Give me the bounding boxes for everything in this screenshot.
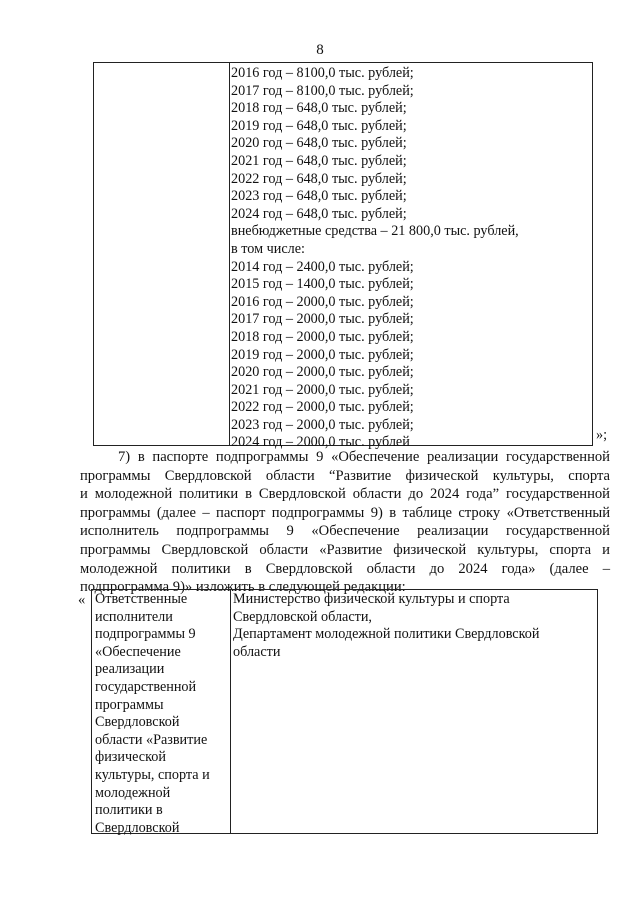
funding-line: 2017 год – 8100,0 тыс. рублей; <box>231 82 414 99</box>
funding-line: 2016 год – 8100,0 тыс. рублей; <box>231 65 414 81</box>
cell-line: области «Развитие <box>95 731 208 748</box>
cell-line: реализации <box>95 661 165 678</box>
page-number: 8 <box>316 42 324 58</box>
closing-quote-mark: »; <box>596 427 608 443</box>
funding-line: 2023 год – 648,0 тыс. рублей; <box>231 188 407 205</box>
funding-line: 2024 год – 2000,0 тыс. рублей <box>231 434 410 451</box>
cell-line: области <box>233 643 281 660</box>
paragraph-line: подпрограмма 9)» изложить в следующей редакции: <box>80 579 406 596</box>
paragraph-line: и молодежной политики в Свердловской области до 2024 года” государственной <box>80 486 610 503</box>
cell-line: Департамент молодежной политики Свердловской <box>233 626 540 643</box>
funding-line: 2014 год – 2400,0 тыс. рублей; <box>231 258 414 275</box>
paragraph-line: программы Свердловской области “Развитие физической культуры, спорта <box>80 467 610 484</box>
cell-line: Свердловской <box>95 819 180 836</box>
funding-line: 2019 год – 648,0 тыс. рублей; <box>231 117 407 134</box>
cell-line: государственной <box>95 678 197 695</box>
cell-line: «Обеспечение <box>95 643 181 660</box>
funding-line: 2020 год – 648,0 тыс. рублей; <box>231 135 407 152</box>
paragraph-line: исполнитель подпрограммы 9 «Обеспечение реализации государственной <box>80 523 610 540</box>
value-cell <box>233 591 593 661</box>
funding-line: 2021 год – 648,0 тыс. рублей; <box>231 152 407 169</box>
funding-line: 2022 год – 648,0 тыс. рублей; <box>231 170 407 187</box>
amendment-paragraph <box>80 448 610 597</box>
opening-quote-mark: « <box>78 592 86 608</box>
table-column-divider <box>229 63 230 445</box>
cell-line: молодежной <box>95 784 171 801</box>
cell-line: физической <box>95 749 166 766</box>
table-column-divider <box>230 590 231 833</box>
funding-line: 2024 год – 648,0 тыс. рублей; <box>231 205 407 222</box>
funding-line: в том числе: <box>231 240 305 257</box>
cell-line: Ответственные <box>95 591 188 607</box>
cell-line: исполнители <box>95 608 173 625</box>
funding-line: 2018 год – 2000,0 тыс. рублей; <box>231 328 414 345</box>
funding-line: 2017 год – 2000,0 тыс. рублей; <box>231 311 414 328</box>
funding-line: 2020 год – 2000,0 тыс. рублей; <box>231 364 414 381</box>
funding-line: 2019 год – 2000,0 тыс. рублей; <box>231 346 414 363</box>
cell-line: программы <box>95 696 164 713</box>
funding-line: 2022 год – 2000,0 тыс. рублей; <box>231 399 414 416</box>
funding-line: внебюджетные средства – 21 800,0 тыс. рублей, <box>231 223 519 240</box>
cell-line: культуры, спорта и <box>95 766 210 783</box>
paragraph-line: программы Свердловской области «Развитие физической культуры, спорта и <box>80 541 610 558</box>
funding-table <box>93 62 593 451</box>
cell-line: подпрограммы 9 <box>95 626 196 643</box>
paragraph-line: молодежной политики в Свердловской области до 2024 года» (далее – <box>80 560 610 577</box>
cell-line: политики в <box>95 802 163 819</box>
row-header-cell <box>95 591 229 837</box>
funding-line: 2015 год – 1400,0 тыс. рублей; <box>231 276 414 293</box>
cell-line: Свердловской области, <box>233 608 372 625</box>
paragraph-line: программы (далее – паспорт подпрограммы 9) в таблице строку «Ответственный <box>80 504 610 521</box>
funding-lines <box>231 65 519 452</box>
cell-line: Министерство физической культуры и спорта <box>233 591 510 607</box>
funding-line: 2021 год – 2000,0 тыс. рублей; <box>231 381 414 398</box>
cell-line: Свердловской <box>95 714 180 731</box>
funding-line: 2023 год – 2000,0 тыс. рублей; <box>231 416 414 433</box>
paragraph-line: 7) в паспорте подпрограммы 9 «Обеспечение реализации государственной <box>118 449 610 465</box>
funding-line: 2016 год – 2000,0 тыс. рублей; <box>231 293 414 310</box>
responsible-executors-table <box>91 589 598 834</box>
funding-line: 2018 год – 648,0 тыс. рублей; <box>231 100 407 117</box>
